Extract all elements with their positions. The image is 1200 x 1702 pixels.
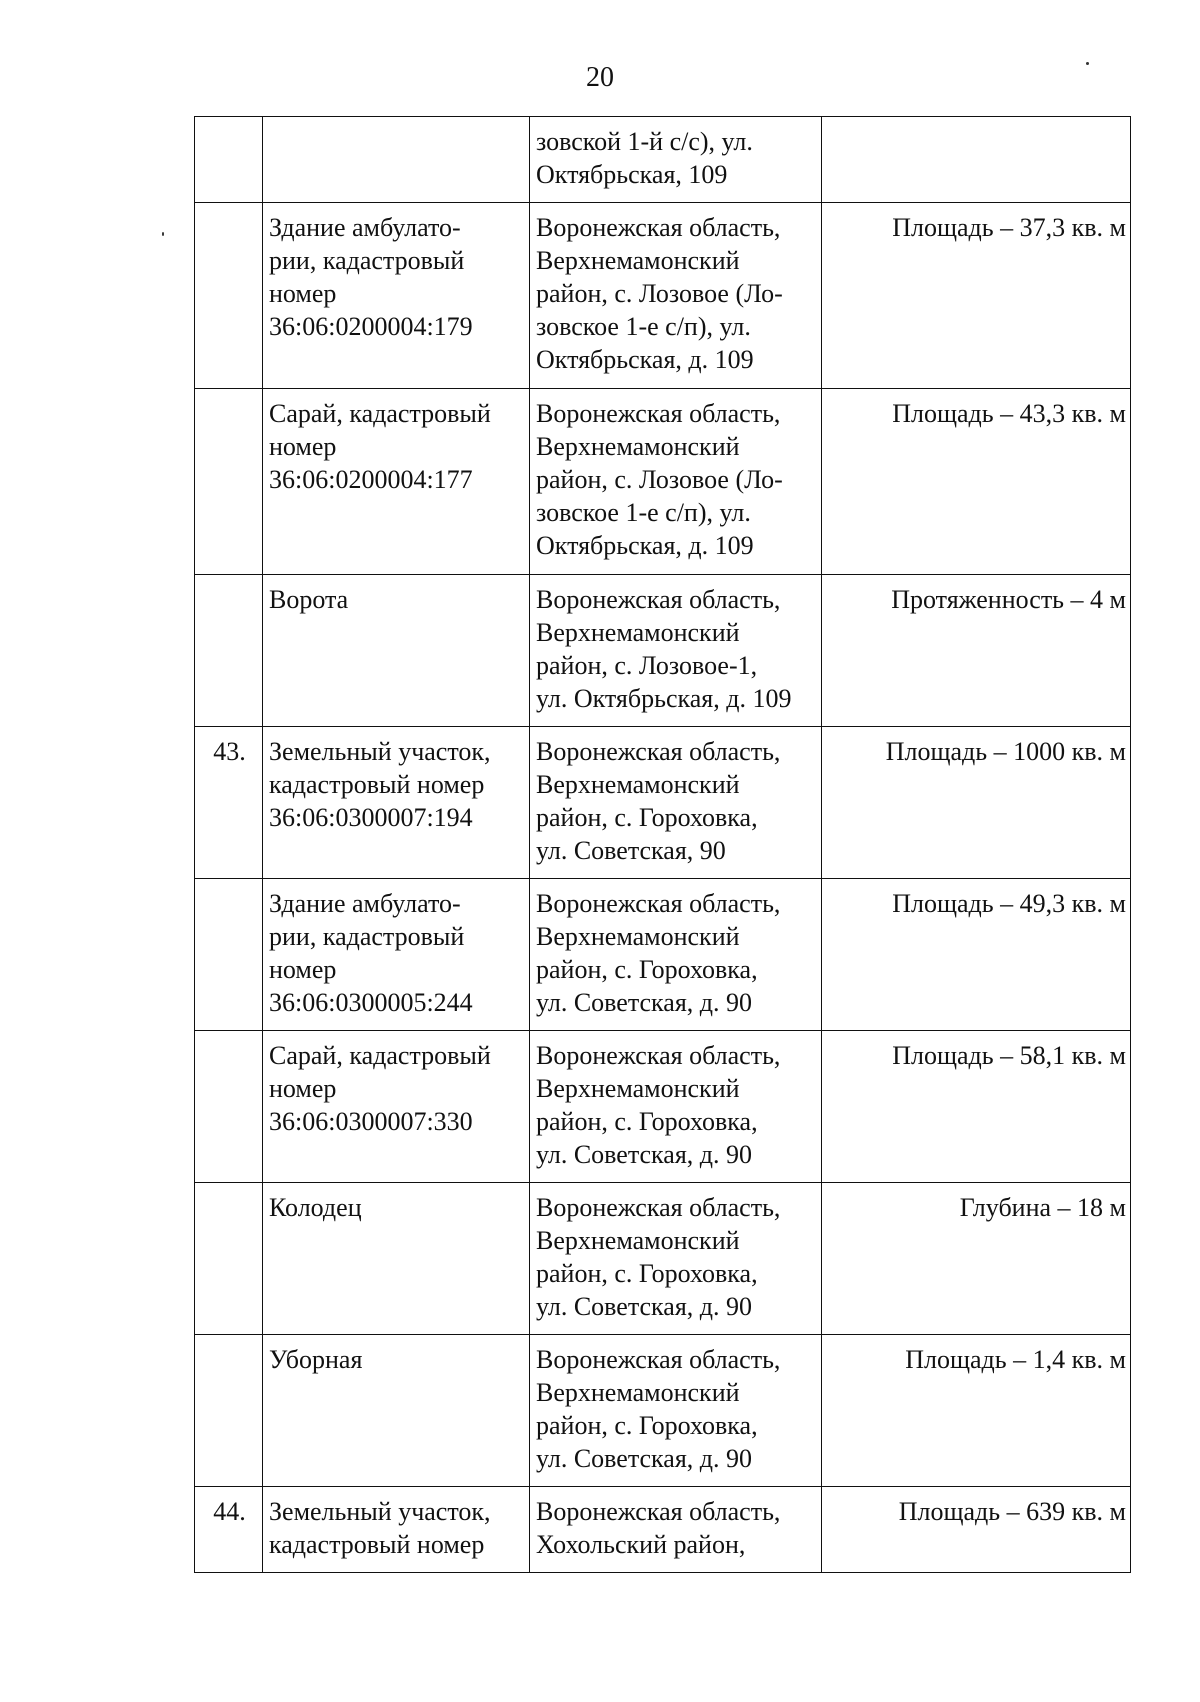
- address-cell: Воронежская область, Верхнемамонский район, с. Гороховка, ул. Советская, 90: [530, 727, 822, 879]
- characteristic-cell: Площадь – 58,1 кв. м: [822, 1031, 1131, 1183]
- scan-speck: [162, 232, 164, 236]
- property-table: [194, 116, 1131, 1573]
- table-row: [195, 389, 1131, 575]
- item-number-cell: [195, 389, 263, 575]
- table-row: [195, 575, 1131, 727]
- item-number-cell: [195, 117, 263, 203]
- object-name-cell: Земельный участок, кадастровый номер 36:06:0300007:194: [263, 727, 530, 879]
- object-name-cell: Сарай, кадастровый номер 36:06:0300007:330: [263, 1031, 530, 1183]
- object-name-cell: Сарай, кадастровый номер 36:06:0200004:177: [263, 389, 530, 575]
- characteristic-cell: Протяженность – 4 м: [822, 575, 1131, 727]
- address-cell: Воронежская область, Верхнемамонский район, с. Гороховка, ул. Советская, д. 90: [530, 1335, 822, 1487]
- characteristic-cell: Площадь – 1000 кв. м: [822, 727, 1131, 879]
- table-row: [195, 117, 1131, 203]
- item-number-cell: [195, 879, 263, 1031]
- address-cell: Воронежская область, Верхнемамонский район, с. Гороховка, ул. Советская, д. 90: [530, 1183, 822, 1335]
- object-name-cell: Здание амбулато- рии, кадастровый номер 36:06:0300005:244: [263, 879, 530, 1031]
- item-number-cell: [195, 1031, 263, 1183]
- characteristic-cell: Площадь – 1,4 кв. м: [822, 1335, 1131, 1487]
- address-cell: Воронежская область, Верхнемамонский район, с. Гороховка, ул. Советская, д. 90: [530, 1031, 822, 1183]
- table-row: [195, 727, 1131, 879]
- scan-speck: [1086, 62, 1089, 65]
- item-number-cell: [195, 203, 263, 389]
- address-cell: Воронежская область, Верхнемамонский район, с. Лозовое (Ло- зовское 1-е с/п), ул. Октябрьская, д. 109: [530, 389, 822, 575]
- characteristic-cell: Площадь – 49,3 кв. м: [822, 879, 1131, 1031]
- characteristic-cell: Площадь – 37,3 кв. м: [822, 203, 1131, 389]
- object-name-cell: Колодец: [263, 1183, 530, 1335]
- address-cell: зовской 1-й с/с), ул. Октябрьская, 109: [530, 117, 822, 203]
- address-cell: Воронежская область, Верхнемамонский район, с. Лозовое (Ло- зовское 1-е с/п), ул. Октябрьская, д. 109: [530, 203, 822, 389]
- address-cell: Воронежская область, Хохольский район,: [530, 1487, 822, 1573]
- characteristic-cell: [822, 117, 1131, 203]
- table-row: [195, 1335, 1131, 1487]
- table-row: [195, 1487, 1131, 1573]
- object-name-cell: [263, 117, 530, 203]
- item-number-cell: [195, 575, 263, 727]
- page-number: 20: [586, 62, 614, 93]
- table-row: [195, 1031, 1131, 1183]
- item-number-cell: [195, 1335, 263, 1487]
- object-name-cell: Ворота: [263, 575, 530, 727]
- object-name-cell: Земельный участок, кадастровый номер: [263, 1487, 530, 1573]
- characteristic-cell: Глубина – 18 м: [822, 1183, 1131, 1335]
- address-cell: Воронежская область, Верхнемамонский район, с. Гороховка, ул. Советская, д. 90: [530, 879, 822, 1031]
- item-number-cell: [195, 1183, 263, 1335]
- address-cell: Воронежская область, Верхнемамонский район, с. Лозовое-1, ул. Октябрьская, д. 109: [530, 575, 822, 727]
- item-number-cell: 44.: [195, 1487, 263, 1573]
- table-row: [195, 203, 1131, 389]
- table-row: [195, 879, 1131, 1031]
- characteristic-cell: Площадь – 43,3 кв. м: [822, 389, 1131, 575]
- object-name-cell: Здание амбулато- рии, кадастровый номер 36:06:0200004:179: [263, 203, 530, 389]
- item-number-cell: 43.: [195, 727, 263, 879]
- characteristic-cell: Площадь – 639 кв. м: [822, 1487, 1131, 1573]
- object-name-cell: Уборная: [263, 1335, 530, 1487]
- table-row: [195, 1183, 1131, 1335]
